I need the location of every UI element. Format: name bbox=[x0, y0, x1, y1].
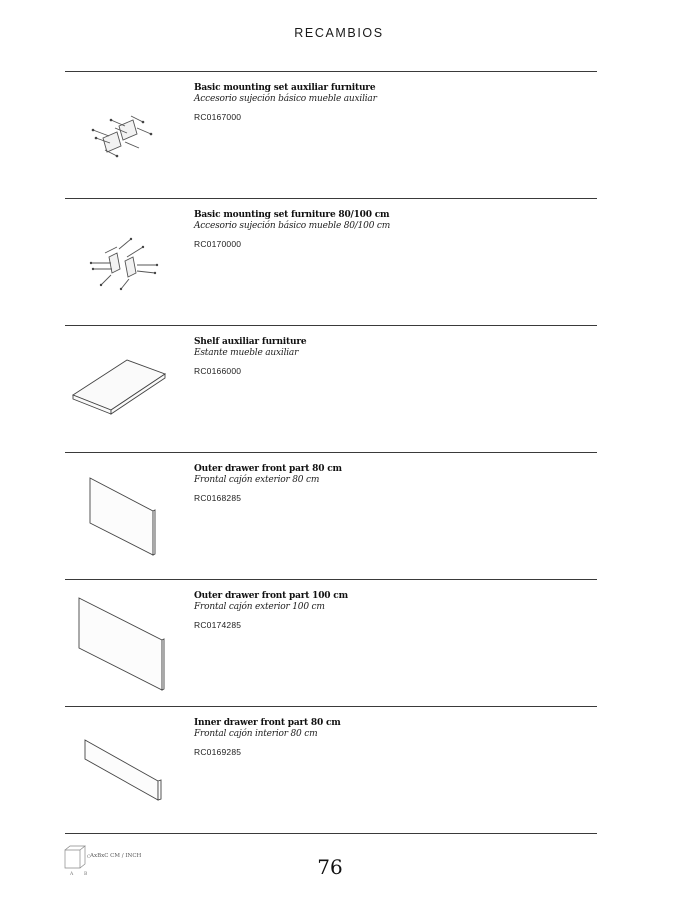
part-code: RC0169285 bbox=[194, 747, 242, 757]
part-name-es: Accesorio sujeción básico mueble 80/100 cm bbox=[194, 221, 391, 231]
part-name-es: Frontal cajón exterior 80 cm bbox=[194, 475, 320, 485]
part-code: RC0168285 bbox=[194, 493, 242, 503]
inner-drawer-front-icon bbox=[65, 707, 185, 833]
part-name-en: Shelf auxiliar furniture bbox=[194, 337, 307, 347]
mounting-set-icon bbox=[65, 72, 185, 198]
spare-part-item bbox=[65, 580, 597, 706]
part-name-es: Estante mueble auxiliar bbox=[194, 348, 299, 358]
drawer-front-icon bbox=[65, 580, 185, 706]
spare-part-item bbox=[65, 72, 597, 198]
axis-a-label: A bbox=[70, 872, 74, 877]
axis-b-label: B bbox=[84, 872, 88, 877]
part-name-en: Inner drawer front part 80 cm bbox=[194, 718, 341, 728]
part-code: RC0174285 bbox=[194, 620, 242, 630]
part-name-es: Frontal cajón exterior 100 cm bbox=[194, 602, 325, 612]
part-name-es: Frontal cajón interior 80 cm bbox=[194, 729, 318, 739]
part-code: RC0166000 bbox=[194, 366, 242, 376]
page-number: 76 bbox=[317, 855, 343, 879]
spare-part-item bbox=[65, 707, 597, 833]
page-header: RECAMBIOS bbox=[294, 26, 384, 40]
part-name-en: Basic mounting set furniture 80/100 cm bbox=[194, 210, 390, 220]
part-name-en: Outer drawer front part 100 cm bbox=[194, 591, 348, 601]
divider bbox=[65, 833, 597, 834]
axis-c-label: C bbox=[87, 855, 91, 860]
shelf-icon bbox=[65, 326, 185, 452]
drawer-front-icon bbox=[65, 453, 185, 579]
dimensions-cube-icon bbox=[62, 842, 94, 883]
spare-part-item bbox=[65, 326, 597, 452]
spare-part-item bbox=[65, 199, 597, 325]
part-code: RC0167000 bbox=[194, 112, 242, 122]
part-code: RC0170000 bbox=[194, 239, 242, 249]
spare-part-item bbox=[65, 453, 597, 579]
part-name-en: Basic mounting set auxiliar furniture bbox=[194, 83, 376, 93]
part-name-en: Outer drawer front part 80 cm bbox=[194, 464, 342, 474]
part-name-es: Accesorio sujeción básico mueble auxiliar bbox=[194, 94, 377, 104]
mounting-set-icon bbox=[65, 199, 185, 325]
dimension-units-label: AxBxC CM / INCH bbox=[90, 853, 142, 859]
